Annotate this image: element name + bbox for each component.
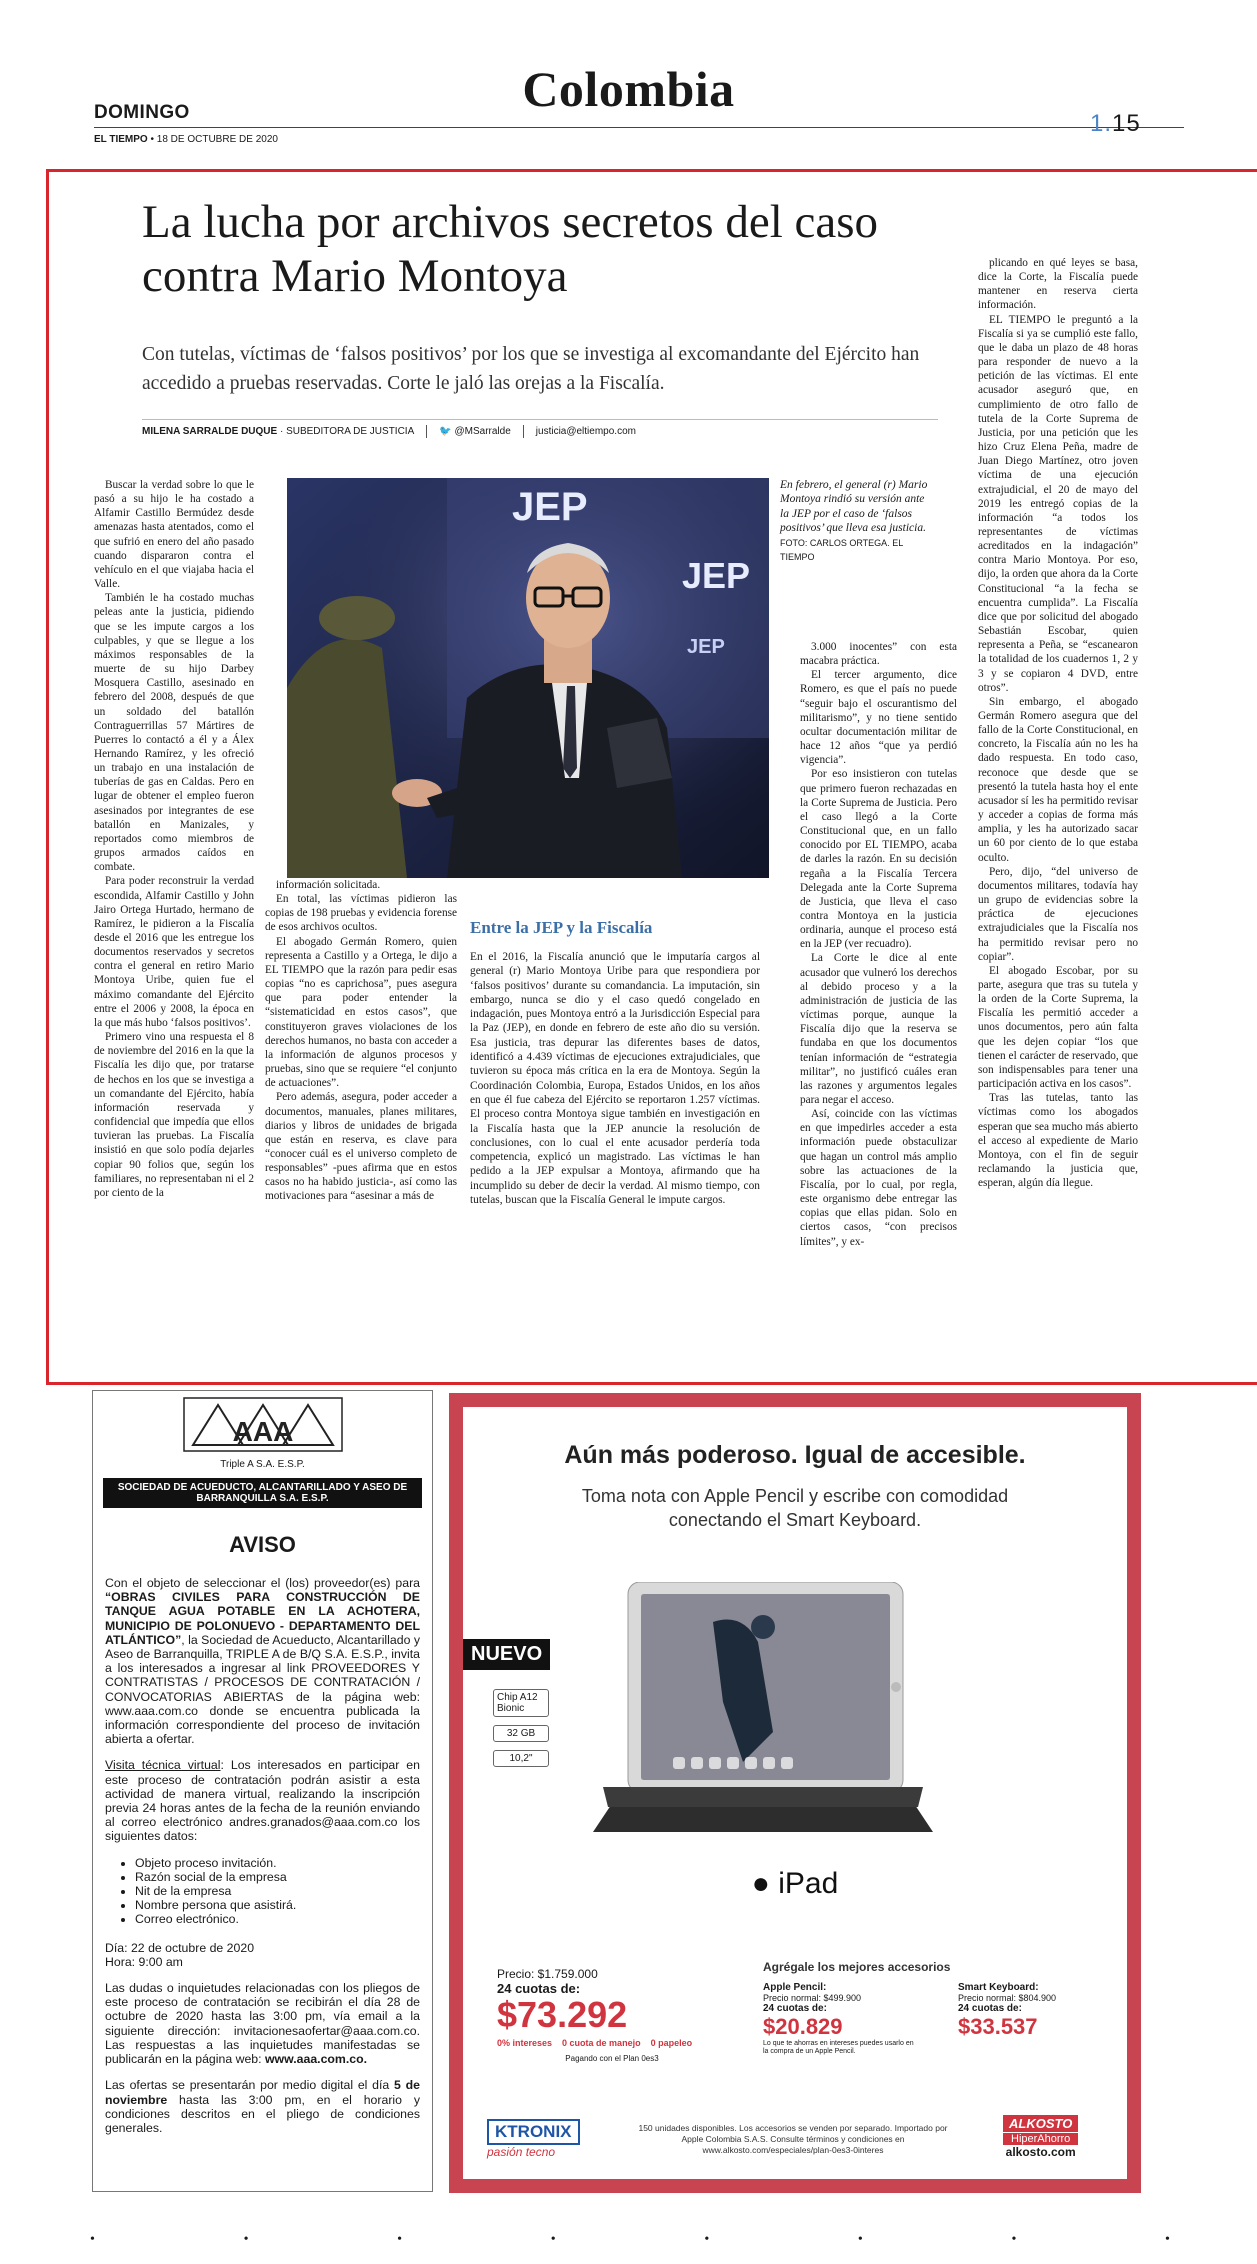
accessories-title: Agrégale los mejores accesorios xyxy=(763,1960,951,1974)
paragraph: Tras las tutelas, tanto las víctimas como los abogados esperan que sea mucho más abierto el acceso al expediente de Mario Montoya, con el fin de seguir reclamando la justicia que, esperan, algún día llegue. xyxy=(978,1092,1138,1190)
twitter-handle[interactable]: 🐦 @MSarralde xyxy=(439,426,511,437)
aaa-bullet-list xyxy=(135,1856,420,1927)
article-column-1 xyxy=(94,478,254,1326)
aaa-advertisement xyxy=(92,1390,433,2192)
jep-logo-3: JEP xyxy=(687,636,725,658)
photo-credit: FOTO: CARLOS ORTEGA. EL TIEMPO xyxy=(780,537,903,563)
twitter-icon: 🐦 xyxy=(439,426,452,437)
list-item: • Objeto proceso invitación. xyxy=(135,1856,420,1870)
photo-caption: En febrero, el general (r) Mario Montoya rindió su versión ante la JEP por el caso de ‘falsos positivos’ que lleva esa justicia. FOTO: CARLOS ORTEGA. EL TIEMPO xyxy=(780,479,928,563)
ipad-advertisement xyxy=(449,1393,1141,2193)
aaa-visit: Visita técnica virtual: Los interesados en participar en este proceso de contratación podrán asistir a esta actividad de manera virtual, realizando la inscripción previa 24 horas antes de la fecha de la reunión enviando al correo electrónico andres.granados@aaa.com.co los siguientes datos: xyxy=(105,1758,420,1844)
paragraph: Primero vino una respuesta el 8 de noviembre del 2016 en la que la Fiscalía les dijo que, por tratarse de hechos en los que se investiga a un comandante del Ejército, había información reservada y confidencial que impedía que ellos tuvieran las pruebas. La Fiscalía insistió en que solo podía dejarles copiar 90 folios que, según los familiares, no representaban ni el 2 por ciento de la xyxy=(94,1031,254,1199)
paragraph: El abogado Germán Romero, quien representa a Castillo y a Ortega, le dijo a EL TIEMPO que la razón para pedir esas copias “no es caprichosa”, pues asegura que para poder entender la “sistematicidad en estos casos”, que constituyeron graves violaciones de los derechos humanos, no basta con acceder a la información de algunos procesos y pruebas, sino que se requiere “el conjunto de actuaciones”. xyxy=(265,935,457,1090)
issue-date: 18 DE OCTUBRE DE 2020 xyxy=(156,134,278,145)
apple-icon: ● xyxy=(751,1867,770,1900)
paragraph: Por eso insistieron con tutelas que primero fueron rechazadas en la Corte Suprema de Justicia. Pero el caso llegó a la Corte Constitucional que, en un fallo conocido por EL TIEMPO, acaba de darles la razón. En su decisión regaña a la Fiscalía Tercera Delegada ante la Corte Suprema de Justicia, que lleva el caso contra Montoya en la justicia ordinaria, aunque el proceso está en la JEP (ver recuadro). xyxy=(800,768,957,951)
article-column-2 xyxy=(265,878,457,1346)
list-item: • Nombre persona que asistirá. xyxy=(135,1898,420,1912)
perks xyxy=(497,2038,727,2048)
spec-list xyxy=(493,1689,549,1767)
price-block xyxy=(497,1967,727,2063)
paragraph: Así, coincide con las víctimas en que impedirles acceder a esta información puede obstaculizar que hagan un control más amplio sobre las actuaciones de la Fiscalía, por lo cual, por regla, este organismo debe entregar las copias que ellas pidan. Solo en ciertos casos, “con precisos límites”, y ex- xyxy=(800,1108,957,1248)
aaa-intro: Con el objeto de seleccionar el (los) proveedor(es) para “OBRAS CIVILES PARA CONSTRUCCIÓN DE TANQUE AGUA POTABLE EN LA ACHOTERA, MUNICIPIO DE POLONUEVO - DEPARTAMENTO DEL ATLÁNTICO”, la Sociedad de Acueducto, Alcantarillado y Aseo de Barranquilla, TRIPLE A de B/Q S.A. E.S.P., invita a los interesados a ingresar al link PROVEEDORES Y CONTRATISTAS / PROCESOS DE CONTRATACIÓN / CONVOCATORIAS ABIERTAS de la página web: www.aaa.com.co donde se encuentra publicada la información correspondiente del proceso de invitación abierta a ofertar. xyxy=(105,1576,420,1747)
aaa-company-short: Triple A S.A. E.S.P. xyxy=(220,1459,305,1470)
pencil-offer: Apple Pencil: Precio normal: $499.900 24 cuotas de: $20.829 Lo que te ahorras en intereses puedes usarlo en la compra de un Apple Pencil. xyxy=(763,1982,918,2056)
article-column-4 xyxy=(978,256,1138,1352)
alkosto-logo: ALKOSTO HiperAhorro alkosto.com xyxy=(1003,2115,1078,2159)
header-rule xyxy=(94,127,1184,128)
page-number-value: 15 xyxy=(1112,110,1141,137)
paragraph: El tercer argumento, dice Romero, es que el país no puede “seguir bajo el oscurantismo del militarismo”, y no tiene sentido ocultar documentación militar de hace 12 años “que ya perdió vigencia”. xyxy=(800,669,957,767)
box-title: Entre la JEP y la Fiscalía xyxy=(470,918,653,937)
ad-headline: Aún más poderoso. Igual de accesible. xyxy=(564,1441,1026,1469)
jep-logo-1: JEP xyxy=(512,485,588,529)
paragraph: Buscar la verdad sobre lo que le pasó a su hijo le ha costado a Alfamir Castillo Bermúdez desde amenazas hasta atentados, como el que sufrió en enero del año pasado cuando dispararon contra el vehículo en el que viajaba hacia el Valle. xyxy=(94,479,254,591)
jep-logo-2: JEP xyxy=(682,555,751,596)
section-title: Colombia xyxy=(522,61,735,117)
aaa-company-banner: SOCIEDAD DE ACUEDUCTO, ALCANTARILLADO Y ASEO DE BARRANQUILLA S.A. E.S.P. xyxy=(103,1478,422,1508)
paper-name: EL TIEMPO xyxy=(94,134,148,145)
aaa-hour: Hora: 9:00 am xyxy=(105,1954,183,1969)
list-item: • Nit de la empresa xyxy=(135,1884,420,1898)
paper-date: EL TIEMPO • 18 DE OCTUBRE DE 2020 xyxy=(94,134,278,145)
paragraph: La Corte le dice al ente acusador que vulneró los derechos al debido proceso y a la administración de justicia de las víctimas porque, aunque la Fiscalía dijo que la reserva se fundaba en que los documentos tenían información de “estrategia militar”, no justificó cuáles eran las razones y argumentos legales para negar el acceso. xyxy=(800,952,957,1106)
list-item: • Correo electrónico. xyxy=(135,1912,420,1926)
spec-chip: Chip A12 Bionic xyxy=(493,1689,549,1717)
perk-interest: 0% intereses xyxy=(497,2038,553,2048)
ipad-brand: ● iPad xyxy=(751,1867,839,1900)
ktronix-logo: KTRONIX pasión tecno xyxy=(487,2119,580,2159)
paragraph: plicando en qué leyes se basa, dice la Corte, la Fiscalía puede mantener en reserva cierta información. xyxy=(978,257,1138,312)
page-prefix: 1. xyxy=(1090,110,1113,137)
aaa-logo-icon xyxy=(183,1397,343,1452)
aaa-day: Día: 22 de octubre de 2020 xyxy=(105,1940,255,1955)
fine-print: 150 unidades disponibles. Los accesorios se venden por separado. Importado por Apple Colombia S.A.S. Consulte términos y condiciones en www.alkosto.com/especiales/plan-0es3-0interes xyxy=(638,2123,948,2155)
article-column-3 xyxy=(800,640,957,1350)
pencil-price: $20.829 xyxy=(763,2014,843,2039)
page-edge-marks: • • • • • • • • xyxy=(90,2232,1170,2247)
aaa-doubts: Las dudas o inquietudes relacionadas con los pliegos de este proceso de contratación se recibirán el día 28 de octubre de 2020 hasta las 3:00 pm, vía email a la siguiente dirección: invitacionesaofertar@aaa.com.co. Las respuestas a las inquietudes manifestadas se publicarán en la página web: www.aaa.com.co. xyxy=(105,1981,420,2067)
page-number xyxy=(1090,110,1141,138)
ipad-keyboard-icon xyxy=(573,1582,953,1842)
ipad-image xyxy=(573,1582,953,1847)
plan-note: Pagando con el Plan 0es3 xyxy=(565,2054,659,2063)
ad-subline: Toma nota con Apple Pencil y escribe con comodidad conectando el Smart Keyboard. xyxy=(581,1486,1009,1530)
perk-paper: 0 papeleo xyxy=(650,2038,693,2048)
paragraph: En total, las víctimas pidieron las copias de 198 pruebas y evidencia forense de esos archivos ocultos. xyxy=(265,893,457,934)
byline-author: MILENA SARRALDE DUQUE · SUBEDITORA DE JUSTICIA xyxy=(142,426,415,437)
spec-screen: 10,2" xyxy=(493,1750,549,1767)
keyboard-offer: Smart Keyboard: Precio normal: $804.900 24 cuotas de: $33.537 xyxy=(958,1982,1108,2056)
paragraph: Pero, dijo, “del universo de documentos militares, todavía hay un grupo de evidencias sobre la práctica de ejecuciones extrajudiciales que la Fiscalía nos ha permitido revisar pero no copiar”. xyxy=(978,865,1138,963)
paragraph: EL TIEMPO le preguntó a la Fiscalía si ya se cumplió este fallo, que le daba un plazo de 48 horas para responder de nuevo a la petición de las víctimas. El ente acusador aseguró que, en cumplimiento de otro fallo de tutela de la Corte Suprema de Justicia, por una petición que les hizo Cruz Elena Peña, madre de Juan Diego Martínez, otro joven víctima de una ejecución extrajudicial, el 20 de mayo del 2019 les entregó copias de la información “a todos los representantes de víctimas acreditados en la indagación” contra Mario Montoya. Por eso, dijo, la orden que ahora da la Corte Constitucional “a la fecha se encuentra cumplida”. La Fiscalía dice que por solicitud del abogado Sebastián Escobar, quien representa a Peña, se “escanearon la totalidad de los cuadernos 1, 2 y 3 y se copiaron 4 DVD, entre otros”. xyxy=(978,313,1138,694)
subheadline: Con tutelas, víctimas de ‘falsos positivos’ por los que se investiga al excomandante del Ejército han accedido a pruebas reservadas. Corte le jaló las orejas a la Fiscalía. xyxy=(142,344,920,394)
byline-email[interactable]: justicia@eltiempo.com xyxy=(535,426,636,437)
paragraph: También le ha costado muchas peleas ante la justicia, pidiendo que se les impute cargos a los culpables, y que se llegue a los máximos responsables de la muerte de su hijo Darbey Mosquera Castillo, asesinado en febrero del 2008, después de que un soldado del batallón Contraguerrillas 57 Mártires de Puerres lo contactó a él y a Álex Hernando Ramírez, y les ofreció un trabajo en una instalación de tuberías de gas en Caldas. Pero en lugar de obtener el empleo fueron asesinados por integrantes de ese batallón en Manizales, y reportados como miembros de grupos armados caídos en combate. xyxy=(94,592,254,874)
article-photo xyxy=(287,478,769,878)
accessories-block xyxy=(763,1960,1113,2056)
paragraph: Pero además, asegura, poder acceder a documentos, manuales, planes militares, diarios y libros de unidades de brigada que están en reserva, es clave para “conocer cuál es el universo completo de responsables” -pues afirma que en estos casos no ha habido justicia-, así como las motivaciones para “asesinar a más de xyxy=(265,1091,457,1203)
day-label: DOMINGO xyxy=(94,102,190,123)
perk-fee: 0 cuota de manejo xyxy=(562,2038,641,2048)
paragraph: El abogado Escobar, por su parte, asegura que tras su tutela y la orden de la Corte Suprema, la Fiscalía les permitió acceder a unos documentos, pero aún falta que les dejen copiar “los que tienen el carácter de reservado, que son indispensables para tener una participación activa en los casos”. xyxy=(978,964,1138,1091)
byline xyxy=(142,425,636,438)
paragraph: información solicitada. xyxy=(276,879,381,891)
aaa-body xyxy=(93,1576,432,2135)
montoya-photo-illustration xyxy=(287,478,769,878)
paragraph: Para poder reconstruir la verdad escondida, Alfamir Castillo y John Jairo Ortega Hurtado, hermano de Ramírez, le pidieron a la Fiscalía desde el 2016 que les entregue los documentos reservados y secretos contra el general en retiro Mario Montoya Uribe, quien fue el máximo comandante del Ejército entre el 2006 y 2008, la época en la que más hubo ‘falsos positivos’. xyxy=(94,875,254,1029)
price-label: Precio: $1.759.000 xyxy=(497,1967,598,1981)
headline: La lucha por archivos secretos del caso contra Mario Montoya xyxy=(142,196,879,302)
paragraph: 3.000 inocentes” con esta macabra práctica. xyxy=(800,641,957,668)
paragraph: Sin embargo, el abogado Germán Romero asegura que del fallo de la Corte Constitucional, en concreto, la Fiscalía aún no les ha dado respuesta. En todo caso, reconoce que desde que se presentó la tutela hasta hoy el ente acusador sí les ha permitido revisar y acceder a copias de forma más amplia, y les ha autorizado sacar un 60 por ciento de lo que estaba oculto. xyxy=(978,695,1138,864)
installment-price: $73.292 xyxy=(497,1994,628,2035)
box-body: En el 2016, la Fiscalía anunció que le imputaría cargos al general (r) Mario Montoya Uribe para que respondiera por ‘falsos positivos’ durante su comandancia. La imputación, sin embargo, nunca se dio y el caso quedó congelado en indagación, pues Montoya entró a la Jurisdicción Especial para la Paz (JEP), en donde en febrero de este año dio su versión. Esa justicia, tras depurar las diferentes bases de datos, identificó a 4.439 víctimas de ejecuciones extrajudiciales, que tuvieron su época más crítica en la era de Montoya. Según la Coordinación Colombia, Europa, Estados Unidos, en los años en que él fue cabeza del Ejército se reportaron 1.257 víctimas. El proceso contra Montoya sigue también en investigación en la Fiscalía hasta que la JEP anuncie la resolución de conclusiones, con lo cual el ente acusador perdería toda competencia, explicó un magistrado. Las víctimas le han pedido a la JEP expulsar a Montoya, afirmando que ha incumplido su deber de decir la verdad. Al mismo tiempo, con tutelas, buscan que la Fiscalía General le impute cargos. xyxy=(470,951,760,1207)
svg-text:AAA: AAA xyxy=(232,1416,293,1447)
byline-rule xyxy=(142,419,938,420)
installments-label: 24 cuotas de: xyxy=(497,1981,581,1996)
nuevo-badge: NUEVO xyxy=(463,1639,550,1670)
aaa-offers: Las ofertas se presentarán por medio digital el día 5 de noviembre hasta las 3:00 pm, en el horario y condiciones descritos en el pliego de condiciones generales. xyxy=(105,2078,421,2135)
aaa-website: www.aaa.com.co. xyxy=(264,2052,368,2067)
spec-storage: 32 GB xyxy=(493,1725,549,1742)
aaa-logo xyxy=(93,1391,432,1457)
aaa-title: AVISO xyxy=(229,1532,296,1557)
list-item: • Razón social de la empresa xyxy=(135,1870,420,1884)
keyboard-price: $33.537 xyxy=(958,2014,1038,2039)
